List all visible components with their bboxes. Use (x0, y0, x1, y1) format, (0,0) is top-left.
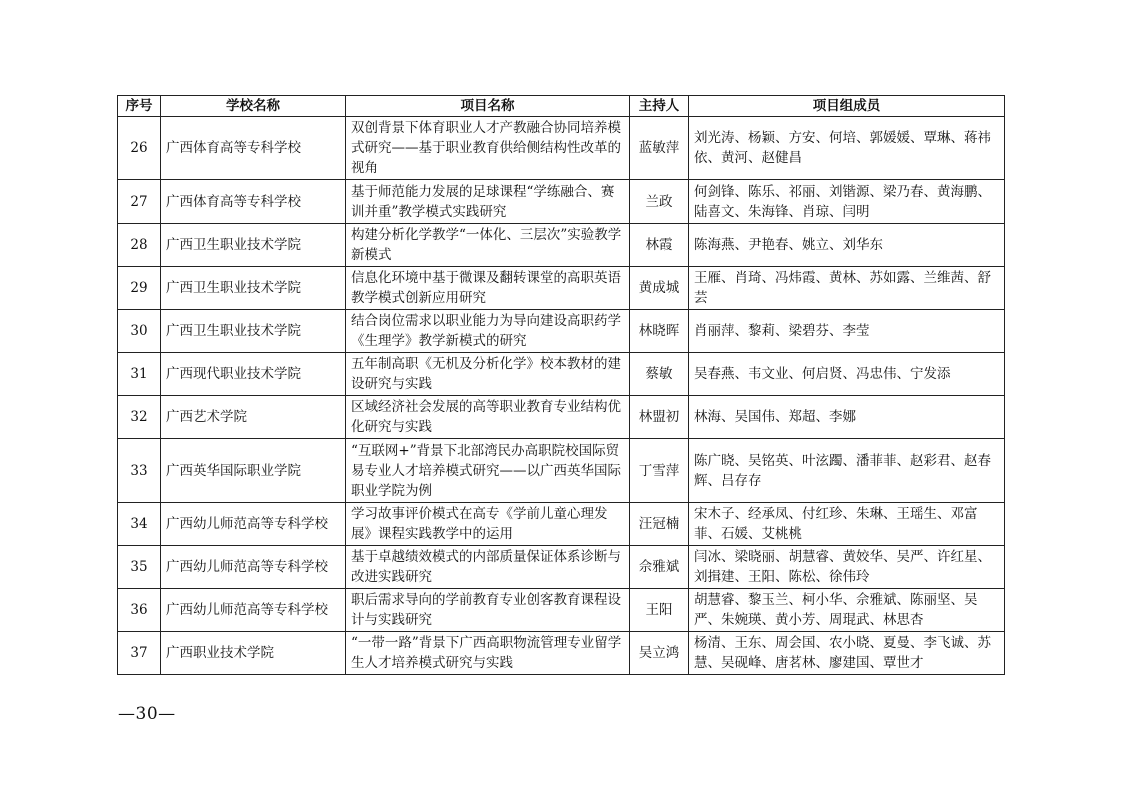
row-num: 30 (118, 310, 161, 353)
row-num: 34 (118, 503, 161, 546)
row-host: 王阳 (630, 589, 689, 632)
row-project: 学习故事评价模式在高专《学前儿童心理发展》课程实践教学中的运用 (346, 503, 630, 546)
row-members: 陈海燕、尹艳春、姚立、刘华东 (689, 224, 1005, 267)
project-roster-table (117, 95, 1005, 675)
row-host: 吴立鸿 (630, 632, 689, 675)
row-members: 杨清、王东、周会国、农小晓、夏曼、李飞诚、苏慧、吴砚峰、唐茗林、廖建国、覃世才 (689, 632, 1005, 675)
page-number: —30— (118, 704, 176, 724)
row-host: 林盟初 (630, 396, 689, 439)
row-project: 构建分析化学教学“一体化、三层次”实验教学新模式 (346, 224, 630, 267)
header-host: 主持人 (630, 96, 689, 117)
table-row (118, 180, 1005, 224)
row-host: 丁雪萍 (630, 439, 689, 503)
header-members: 项目组成员 (689, 96, 1005, 117)
row-school: 广西幼儿师范高等专科学校 (161, 546, 346, 589)
table-row (118, 353, 1005, 396)
table-row (118, 632, 1005, 675)
table-header-row (118, 96, 1005, 117)
row-members: 胡慧睿、黎玉兰、柯小华、佘雅斌、陈丽坚、吴严、朱婉瑛、黄小芳、周琨武、林思杏 (689, 589, 1005, 632)
row-num: 29 (118, 267, 161, 310)
row-project: 区域经济社会发展的高等职业教育专业结构优化研究与实践 (346, 396, 630, 439)
header-num: 序号 (118, 96, 161, 117)
row-school: 广西卫生职业技术学院 (161, 267, 346, 310)
row-school: 广西职业技术学院 (161, 632, 346, 675)
row-num: 26 (118, 117, 161, 180)
row-host: 佘雅斌 (630, 546, 689, 589)
table-row (118, 503, 1005, 546)
row-num: 32 (118, 396, 161, 439)
row-num: 27 (118, 180, 161, 224)
row-school: 广西现代职业技术学院 (161, 353, 346, 396)
row-members: 肖丽萍、黎莉、梁碧芬、李莹 (689, 310, 1005, 353)
row-members: 闫冰、梁晓丽、胡慧睿、黄姣华、吴严、许红星、刘揖建、王阳、陈松、徐伟玲 (689, 546, 1005, 589)
row-members: 刘光涛、杨颖、方安、何培、郭媛媛、覃琳、蒋祎依、黄河、赵健昌 (689, 117, 1005, 180)
row-project: 信息化环境中基于微课及翻转课堂的高职英语教学模式创新应用研究 (346, 267, 630, 310)
row-host: 兰政 (630, 180, 689, 224)
row-project: 基于卓越绩效模式的内部质量保证体系诊断与改进实践研究 (346, 546, 630, 589)
table-row (118, 117, 1005, 180)
table-row (118, 589, 1005, 632)
row-host: 林霞 (630, 224, 689, 267)
row-host: 蓝敏萍 (630, 117, 689, 180)
row-school: 广西体育高等专科学校 (161, 180, 346, 224)
row-num: 37 (118, 632, 161, 675)
row-host: 林晓晖 (630, 310, 689, 353)
row-num: 35 (118, 546, 161, 589)
row-school: 广西卫生职业技术学院 (161, 310, 346, 353)
row-project: “互联网+”背景下北部湾民办高职院校国际贸易专业人才培养模式研究——以广西英华国际职业学院为例 (346, 439, 630, 503)
row-num: 36 (118, 589, 161, 632)
row-school: 广西幼儿师范高等专科学校 (161, 503, 346, 546)
table-row (118, 267, 1005, 310)
row-num: 31 (118, 353, 161, 396)
row-project: 双创背景下体育职业人才产教融合协同培养模式研究——基于职业教育供给侧结构性改革的视角 (346, 117, 630, 180)
row-members: 林海、吴国伟、郑超、李娜 (689, 396, 1005, 439)
row-members: 宋木子、经承凤、付红珍、朱琳、王瑶生、邓富菲、石媛、艾桃桃 (689, 503, 1005, 546)
row-project: 五年制高职《无机及分析化学》校本教材的建设研究与实践 (346, 353, 630, 396)
row-project: 职后需求导向的学前教育专业创客教育课程设计与实践研究 (346, 589, 630, 632)
row-school: 广西艺术学院 (161, 396, 346, 439)
header-school: 学校名称 (161, 96, 346, 117)
table-row (118, 546, 1005, 589)
row-school: 广西卫生职业技术学院 (161, 224, 346, 267)
row-project: 结合岗位需求以职业能力为导向建设高职药学《生理学》教学新模式的研究 (346, 310, 630, 353)
row-project: “一带一路”背景下广西高职物流管理专业留学生人才培养模式研究与实践 (346, 632, 630, 675)
row-num: 28 (118, 224, 161, 267)
table-row (118, 439, 1005, 503)
row-project: 基于师范能力发展的足球课程“学练融合、赛训并重”教学模式实践研究 (346, 180, 630, 224)
row-members: 王雁、肖琦、冯炜霞、黄林、苏如露、兰维茜、舒芸 (689, 267, 1005, 310)
table-row (118, 310, 1005, 353)
row-school: 广西英华国际职业学院 (161, 439, 346, 503)
header-project: 项目名称 (346, 96, 630, 117)
row-school: 广西体育高等专科学校 (161, 117, 346, 180)
row-members: 吴春燕、韦文业、何启贤、冯忠伟、宁发添 (689, 353, 1005, 396)
row-num: 33 (118, 439, 161, 503)
table-row (118, 396, 1005, 439)
row-school: 广西幼儿师范高等专科学校 (161, 589, 346, 632)
table-row (118, 224, 1005, 267)
row-host: 汪冠楠 (630, 503, 689, 546)
row-members: 陈广晓、吴铭英、叶泫躅、潘菲菲、赵彩君、赵春辉、吕存存 (689, 439, 1005, 503)
row-host: 黄成城 (630, 267, 689, 310)
row-members: 何剑锋、陈乐、祁丽、刘锴源、梁乃春、黄海鹏、陆喜文、朱海锋、肖琼、闫明 (689, 180, 1005, 224)
row-host: 蔡敏 (630, 353, 689, 396)
